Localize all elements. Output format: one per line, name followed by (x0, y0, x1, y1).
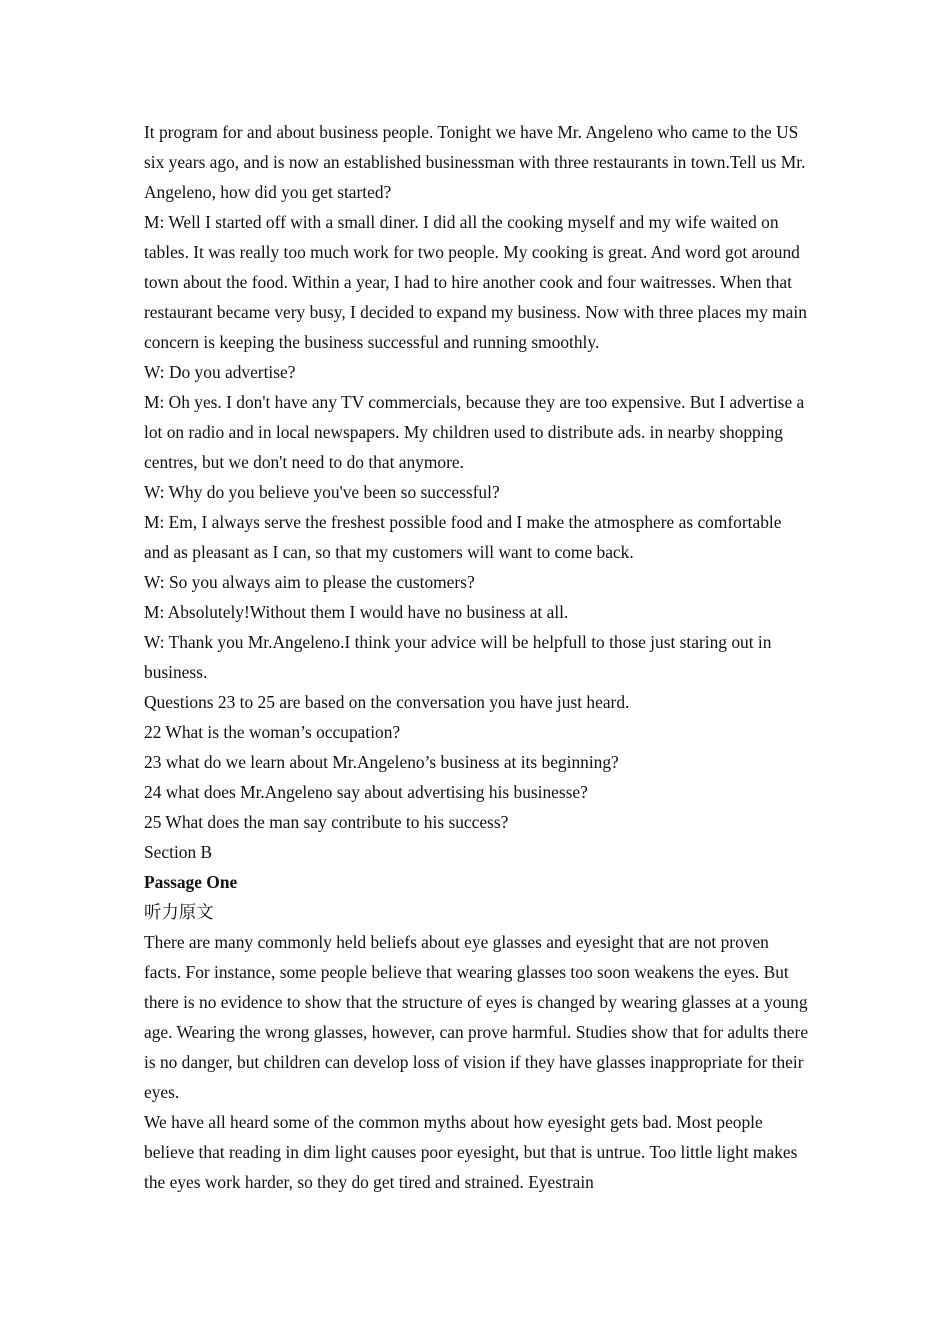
passage-heading: Passage One (144, 872, 238, 892)
paragraph-m-started: M: Well I started off with a small diner. I did all the cooking myself and my wife waited on tables. It was really too much work for two people. My cooking is great. And word got around town about the food. Within a year, I had to hire another cook and four waitresses. When that restaurant became very busy, I decided to expand my business. Now with three places my main concern is keeping the business successful and running smoothly. (144, 212, 807, 352)
transcript-label: 听力原文 (144, 902, 214, 922)
question-22: 22 What is the woman’s occupation? (144, 722, 401, 742)
document-page (144, 117, 810, 1197)
paragraph-intro: It program for and about business people. Tonight we have Mr. Angeleno who came to the US six years ago, and is now an established businessman with three restaurants in town.Tell us Mr. Angeleno, how did you get started? (144, 122, 806, 202)
paragraph-m-advertise: M: Oh yes. I don't have any TV commercials, because they are too expensive. But I advertise a lot on radio and in local newspapers. My children used to distribute ads. in nearby shopping centres, but we don't need to do that anymore. (144, 392, 805, 472)
section-b-label: Section B (144, 842, 213, 862)
passage-paragraph-2: We have all heard some of the common myths about how eyesight gets bad. Most people believe that reading in dim light causes poor eyesight, but that is untrue. Too little light makes the eyes work harder, so they do get tired and strained. Eyestrain (144, 1112, 798, 1192)
question-23: 23 what do we learn about Mr.Angeleno’s business at its beginning? (144, 752, 619, 772)
paragraph-w-thanks: W: Thank you Mr.Angeleno.I think your advice will be helpfull to those just staring out in business. (144, 632, 772, 682)
passage-paragraph-1: There are many commonly held beliefs about eye glasses and eyesight that are not proven facts. For instance, some people believe that wearing glasses too soon weakens the eyes. But there is no evidence to show that the structure of eyes is changed by wearing glasses at a young age. Wearing the wrong glasses, however, can prove harmful. Studies show that for adults there is no danger, but children can develop loss of vision if they have glasses inappropriate for their eyes. (144, 932, 809, 1102)
question-25: 25 What does the man say contribute to his success? (144, 812, 509, 832)
paragraph-w-advertise: W: Do you advertise? (144, 362, 296, 382)
paragraph-m-success: M: Em, I always serve the freshest possible food and I make the atmosphere as comfortable and as pleasant as I can, so that my customers will want to come back. (144, 512, 782, 562)
paragraph-w-please: W: So you always aim to please the customers? (144, 572, 475, 592)
paragraph-w-success: W: Why do you believe you've been so successful? (144, 482, 500, 502)
paragraph-questions-intro: Questions 23 to 25 are based on the conversation you have just heard. (144, 692, 630, 712)
paragraph-m-absolutely: M: Absolutely!Without them I would have no business at all. (144, 602, 569, 622)
question-24: 24 what does Mr.Angeleno say about advertising his businesse? (144, 782, 588, 802)
